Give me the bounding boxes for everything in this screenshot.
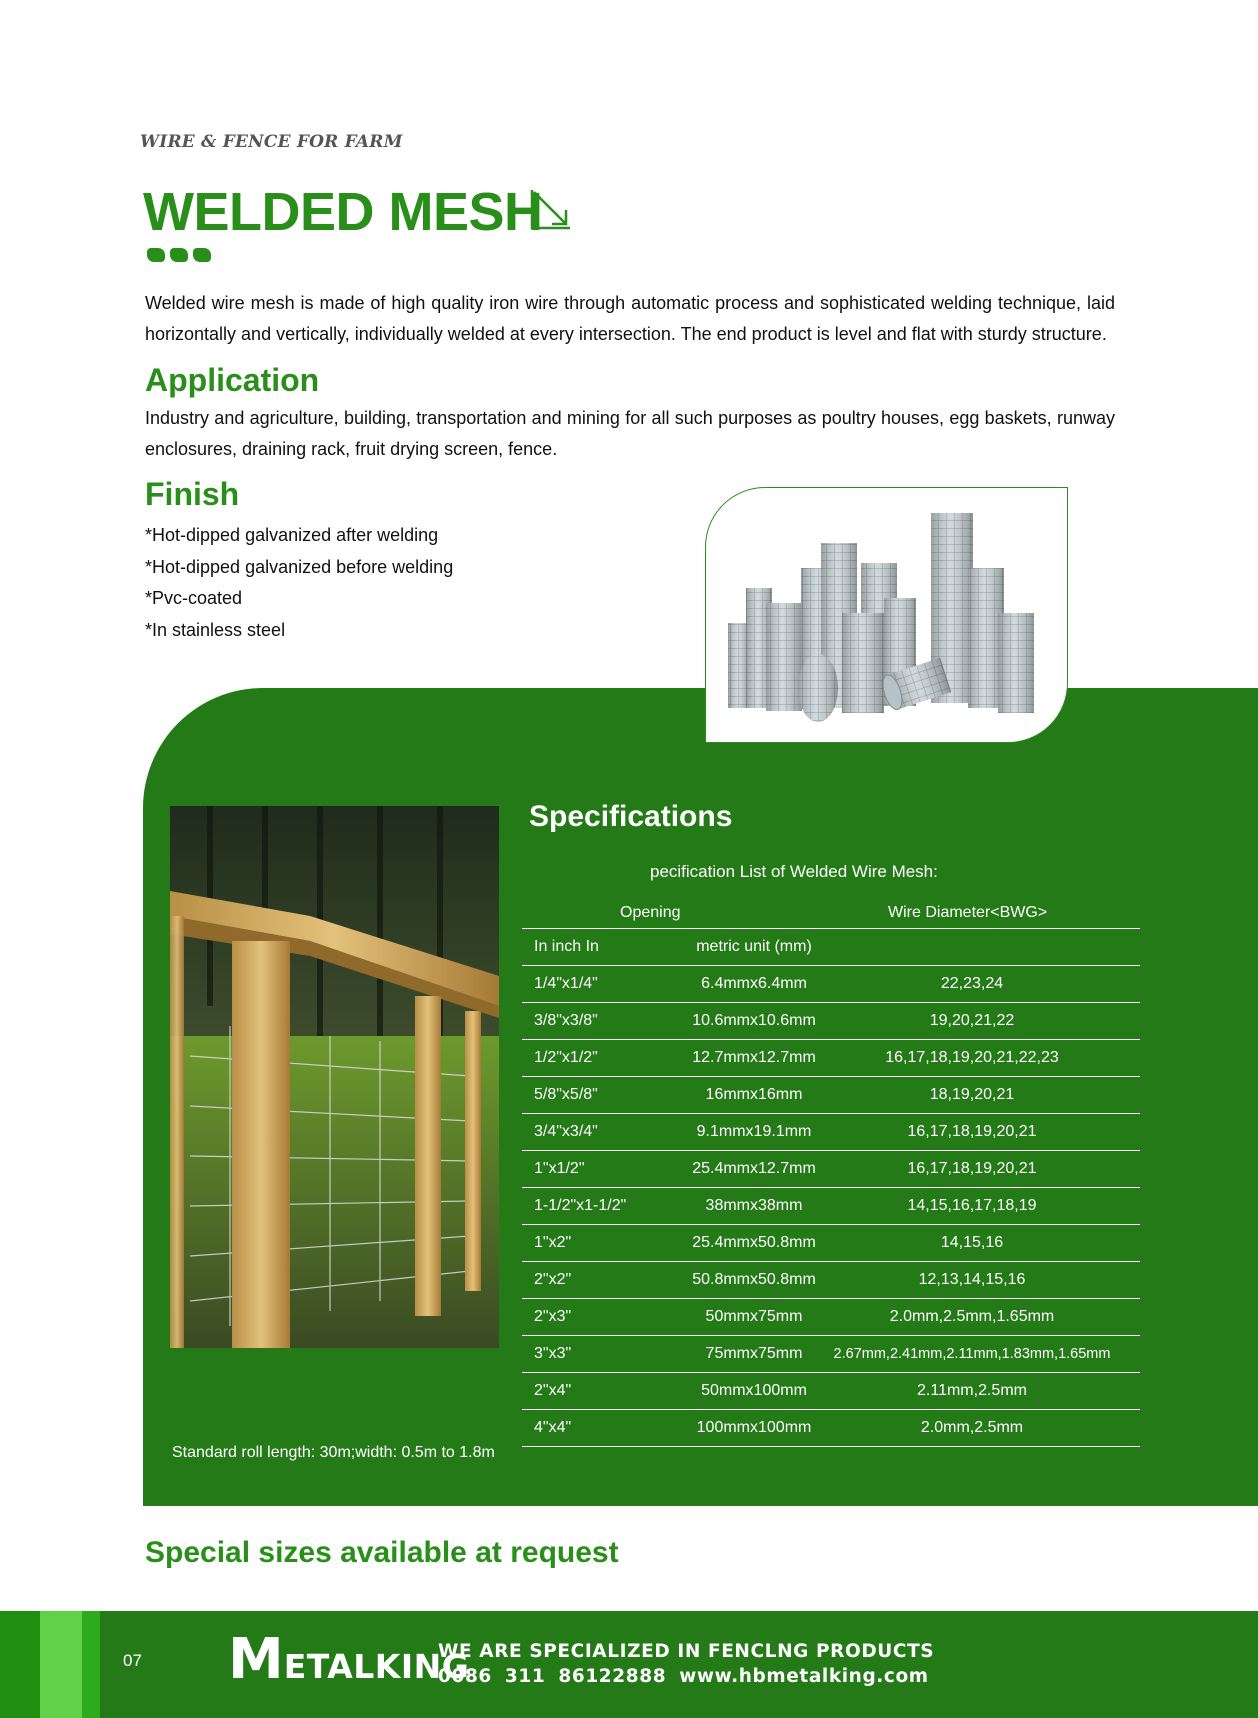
table-row bbox=[522, 1262, 1140, 1299]
section-kicker: WIRE & FENCE FOR FARM bbox=[140, 132, 403, 152]
footer-bar bbox=[0, 1611, 1258, 1718]
cell-metric: 100mmx100mm bbox=[696, 1419, 812, 1436]
cell-wire-diameter: 16,17,18,19,20,21 bbox=[907, 1160, 1037, 1177]
table-row bbox=[522, 966, 1140, 1003]
cell-wire-diameter: 18,19,20,21 bbox=[929, 1086, 1015, 1103]
cell-metric: 50mmx75mm bbox=[705, 1308, 803, 1325]
logo-text: ETALKING bbox=[283, 1647, 470, 1686]
cell-wire-diameter: 16,17,18,19,20,21,22,23 bbox=[885, 1049, 1059, 1066]
cell-inch: 1"x1/2" bbox=[534, 1160, 585, 1177]
table-row bbox=[522, 1410, 1140, 1447]
cell-metric: 25.4mmx12.7mm bbox=[692, 1160, 816, 1177]
table-row bbox=[522, 1336, 1140, 1373]
column-header-opening: Opening bbox=[620, 904, 681, 921]
cell-inch: 4"x4" bbox=[534, 1419, 572, 1436]
table-header-row bbox=[522, 898, 1140, 929]
finish-heading: Finish bbox=[145, 476, 240, 512]
arrow-down-right-icon bbox=[528, 186, 574, 232]
cell-metric: 6.4mmx6.4mm bbox=[701, 975, 807, 992]
cell-inch: 2"x4" bbox=[534, 1382, 572, 1399]
intro-paragraph: Welded wire mesh is made of high quality iron wire through automatic process and sophisticated welding technique, laid horizontally and vertically, individually welded at every intersection. The end product is level and flat with sturdy structure. bbox=[145, 293, 1115, 344]
cell-wire-diameter: 2.11mm,2.5mm bbox=[917, 1382, 1027, 1399]
footer-website[interactable]: www.hbmetalking.com bbox=[679, 1666, 929, 1687]
footer-stripe bbox=[40, 1611, 82, 1718]
cell-wire-diameter: 14,15,16 bbox=[940, 1234, 1004, 1251]
table-row bbox=[522, 1188, 1140, 1225]
cell-inch: 5/8"x5/8" bbox=[534, 1086, 598, 1103]
table-row bbox=[522, 1040, 1140, 1077]
finish-item: *Hot-dipped galvanized before welding bbox=[145, 556, 454, 577]
cell-metric: 25.4mmx50.8mm bbox=[692, 1234, 816, 1251]
wooden-fence-photo bbox=[170, 806, 499, 1348]
cell-inch: 1/2"x1/2" bbox=[534, 1049, 598, 1066]
column-header-wire-diameter: Wire Diameter<BWG> bbox=[888, 904, 1048, 921]
cell-wire-diameter: 2.67mm,2.41mm,2.11mm,1.83mm,1.65mm bbox=[833, 1346, 1111, 1362]
application-heading: Application bbox=[145, 362, 320, 398]
table-subheader-row bbox=[522, 929, 1140, 966]
table-row bbox=[522, 1373, 1140, 1410]
table-row bbox=[522, 1077, 1140, 1114]
title-decoration-dots bbox=[147, 248, 211, 262]
cell-inch: 2"x3" bbox=[534, 1308, 572, 1325]
cell-metric: 16mmx16mm bbox=[705, 1086, 803, 1103]
page-number: 07 bbox=[123, 1651, 142, 1670]
roll-size-caption: Standard roll length: 30m;width: 0.5m to 1.8m bbox=[172, 1444, 495, 1461]
cell-wire-diameter: 22,23,24 bbox=[940, 975, 1004, 992]
cell-inch: 3"x3" bbox=[534, 1345, 572, 1362]
footer-contact bbox=[438, 1666, 929, 1687]
cell-wire-diameter: 16,17,18,19,20,21 bbox=[907, 1123, 1037, 1140]
cell-metric: 12.7mmx12.7mm bbox=[692, 1049, 816, 1066]
logo-initial: M bbox=[228, 1627, 284, 1692]
cell-inch: 1-1/2"x1-1/2" bbox=[534, 1197, 627, 1214]
cell-inch: 1"x2" bbox=[534, 1234, 572, 1251]
cell-wire-diameter: 12,13,14,15,16 bbox=[918, 1271, 1026, 1288]
cell-wire-diameter: 2.0mm,2.5mm,1.65mm bbox=[889, 1308, 1055, 1325]
finish-item: *Pvc-coated bbox=[145, 588, 243, 608]
finish-list bbox=[145, 520, 453, 646]
cell-wire-diameter: 2.0mm,2.5mm bbox=[920, 1419, 1024, 1436]
cell-wire-diameter: 14,15,16,17,18,19 bbox=[907, 1197, 1037, 1214]
cell-metric: 50mmx100mm bbox=[701, 1382, 807, 1399]
cell-metric: 50.8mmx50.8mm bbox=[692, 1271, 816, 1288]
specifications-subtitle: pecification List of Welded Wire Mesh: bbox=[650, 862, 938, 881]
cell-metric: 10.6mmx10.6mm bbox=[692, 1012, 816, 1029]
application-text: Industry and agriculture, building, transportation and mining for all such purposes as poultry houses, egg baskets, runway enclosures, draining rack, fruit drying screen, fence. bbox=[145, 408, 1115, 459]
finish-item: *In stainless steel bbox=[145, 619, 286, 640]
specifications-heading: Specifications bbox=[529, 800, 733, 833]
metalking-logo bbox=[228, 1627, 469, 1692]
cell-inch: 3/8"x3/8" bbox=[534, 1012, 598, 1029]
footer-tagline: WE ARE SPECIALIZED IN FENCLNG PRODUCTS bbox=[438, 1641, 935, 1662]
cell-metric: 9.1mmx19.1mm bbox=[696, 1123, 812, 1140]
finish-item: *Hot-dipped galvanized after welding bbox=[145, 525, 439, 545]
footer-stripe bbox=[0, 1611, 40, 1718]
subheader-metric: metric unit (mm) bbox=[696, 938, 812, 955]
cell-metric: 75mmx75mm bbox=[705, 1345, 803, 1362]
table-row bbox=[522, 1151, 1140, 1188]
special-sizes-note: Special sizes available at request bbox=[145, 1536, 619, 1569]
page-title: WELDED MESH bbox=[143, 182, 543, 242]
mesh-rolls-image bbox=[705, 487, 1068, 743]
subheader-inch: In inch In bbox=[534, 938, 599, 955]
cell-wire-diameter: 19,20,21,22 bbox=[929, 1012, 1015, 1029]
footer-phone: 0086 311 86122888 bbox=[438, 1666, 667, 1687]
table-row bbox=[522, 1299, 1140, 1336]
cell-inch: 2"x2" bbox=[534, 1271, 572, 1288]
cell-inch: 1/4"x1/4" bbox=[534, 975, 598, 992]
specifications-table bbox=[522, 898, 1140, 1447]
table-row bbox=[522, 1003, 1140, 1040]
table-row bbox=[522, 1114, 1140, 1151]
footer-stripe bbox=[82, 1611, 100, 1718]
cell-metric: 38mmx38mm bbox=[705, 1197, 803, 1214]
table-row bbox=[522, 1225, 1140, 1262]
cell-inch: 3/4"x3/4" bbox=[534, 1123, 598, 1140]
